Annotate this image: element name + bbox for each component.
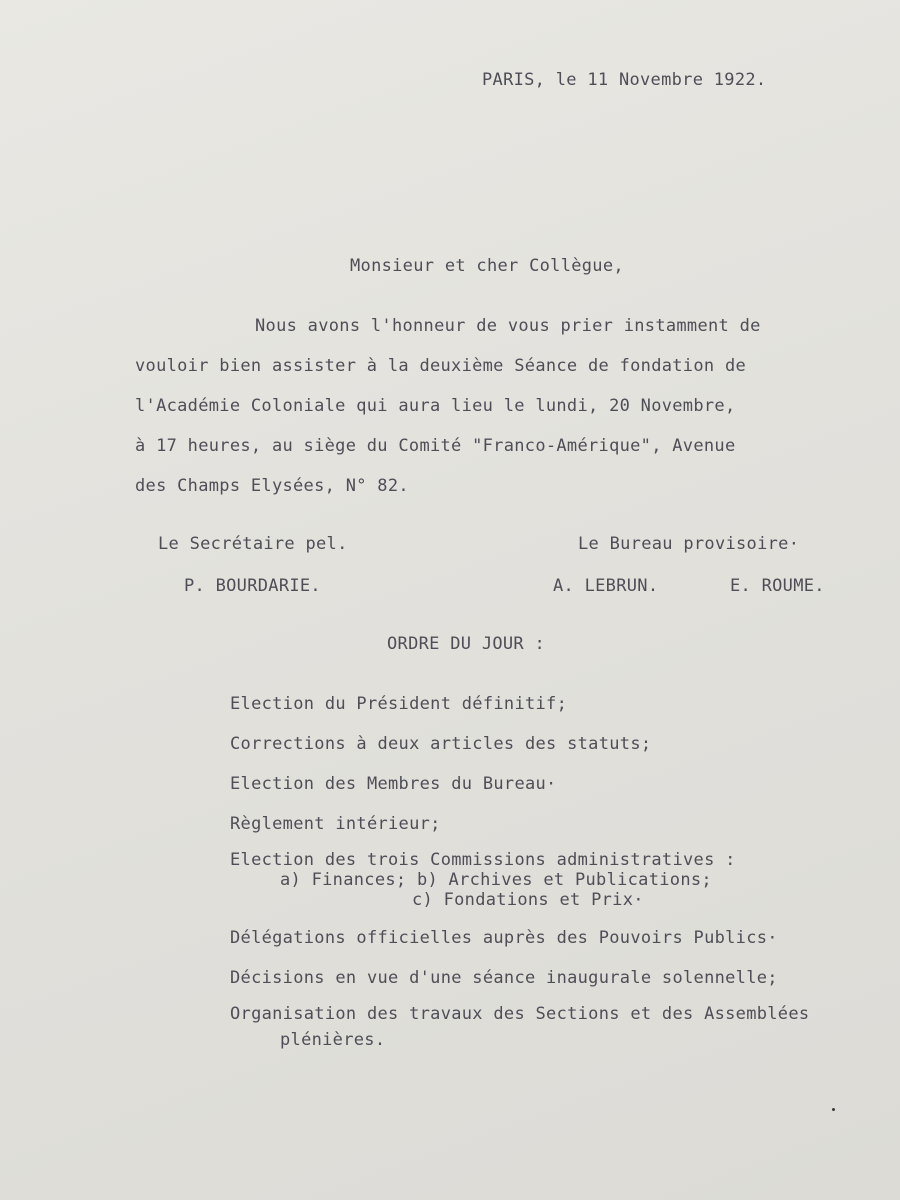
body-line: des Champs Elysées, N° 82. [135, 476, 409, 496]
agenda-item: Election du Président définitif; [230, 694, 568, 714]
agenda-item: Corrections à deux articles des statuts; [230, 734, 652, 754]
ink-speck [832, 1108, 835, 1111]
body-line: Nous avons l'honneur de vous prier instamment de [255, 316, 761, 336]
salutation: Monsieur et cher Collègue, [350, 256, 624, 276]
body-line: l'Académie Coloniale qui aura lieu le lundi, 20 Novembre, [135, 396, 736, 416]
signatory-name: A. LEBRUN. [553, 576, 659, 596]
agenda-item-continuation: plénières. [280, 1030, 386, 1050]
signatory-name: E. ROUME. [730, 576, 825, 596]
bureau-title: Le Bureau provisoire· [578, 534, 800, 554]
secretary-title: Le Secrétaire pel. [158, 534, 348, 554]
agenda-subitem: c) Fondations et Prix· [412, 890, 644, 910]
body-line: vouloir bien assister à la deuxième Séance de fondation de [135, 356, 747, 376]
agenda-item: Délégations officielles auprès des Pouvoirs Publics· [230, 928, 778, 948]
agenda-item: Election des Membres du Bureau· [230, 774, 557, 794]
agenda-item: Organisation des travaux des Sections et des Assemblées [230, 1004, 810, 1024]
agenda-item: Election des trois Commissions administratives : [230, 850, 736, 870]
signatory-name: P. BOURDARIE. [184, 576, 321, 596]
agenda-subitem: a) Finances; b) Archives et Publications; [280, 870, 712, 890]
agenda-item: Décisions en vue d'une séance inaugurale solennelle; [230, 968, 778, 988]
agenda-item: Règlement intérieur; [230, 814, 441, 834]
agenda-title: ORDRE DU JOUR : [387, 634, 546, 654]
body-line: à 17 heures, au siège du Comité "Franco-Amérique", Avenue [135, 436, 736, 456]
letter-date: PARIS, le 11 Novembre 1922. [482, 70, 767, 90]
